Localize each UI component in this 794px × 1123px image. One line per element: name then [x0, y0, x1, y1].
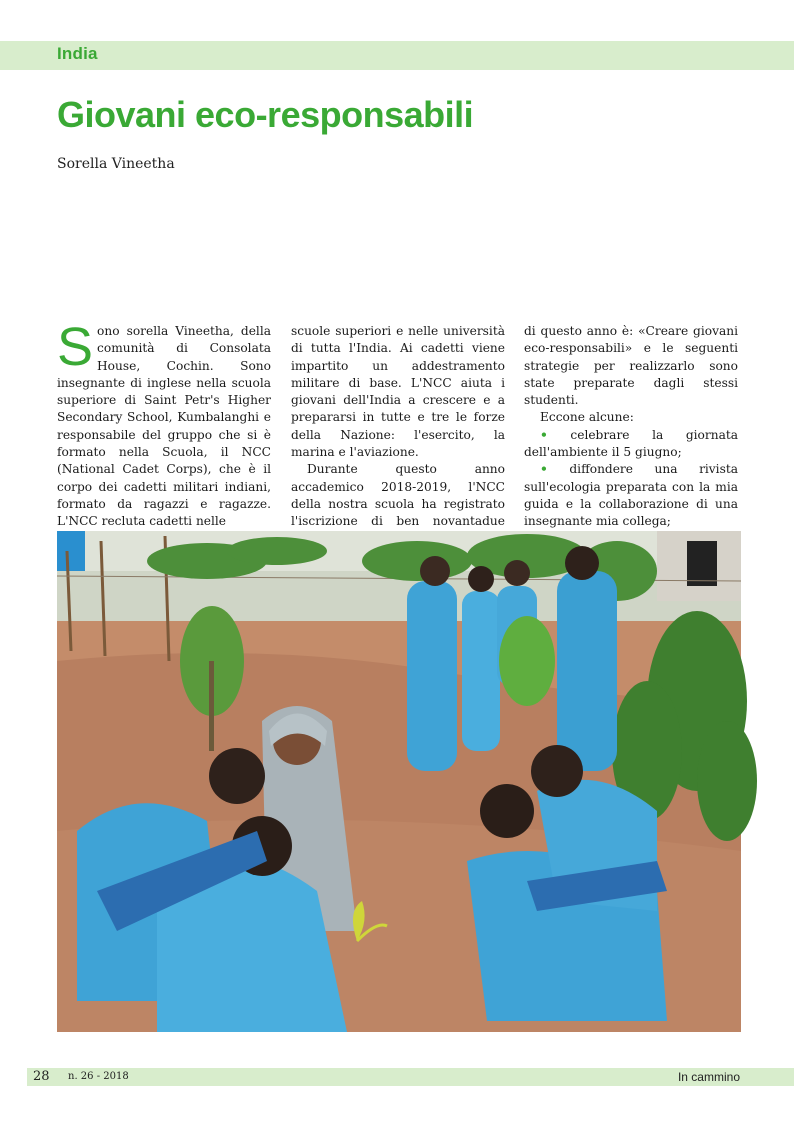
article-column-1 — [57, 317, 271, 529]
paragraph — [57, 317, 271, 531]
paragraph: Eccone alcune: — [540, 410, 634, 425]
bullet-text: celebrare la giornata dell'ambiente il 5 giugno; — [524, 427, 738, 460]
section-label: India — [57, 44, 98, 63]
bullet-icon: • — [540, 427, 548, 442]
page-number-box — [0, 1068, 27, 1086]
paragraph: di questo anno è: «Creare giovani eco-responsabili» e le seguenti strategie per realizzarlo sono state preparate dagli stessi studenti. — [524, 324, 738, 408]
building-door — [57, 531, 85, 571]
page-number: 28 — [33, 1069, 50, 1084]
bullet-item — [524, 427, 738, 462]
bullet-item — [524, 461, 738, 530]
bullet-text: diffondere una rivista sull'ecologia preparata con la mia guida e la collaborazione di una insegnante mia collega; — [524, 462, 738, 529]
article-author: Sorella Vineetha — [57, 156, 175, 172]
paragraph: Durante questo anno accademico 2018-2019, l'NCC della nostra scuola ha registrato l'iscrizione di ben novantadue — [291, 462, 505, 529]
paragraph: scuole superiori e nelle università di tutta l'India. Ai cadetti viene impartito un addestramento militare di base. L'NCC aiuta i giovani dell'India a crescere e a prepararsi in tutte e tre le forze della Nazione: l'esercito, la marina e l'aviazione. — [291, 324, 505, 460]
article-column-3 — [524, 323, 738, 529]
bullet-icon: • — [540, 462, 548, 477]
article-photo — [57, 531, 741, 1032]
issue-label: n. 26 - 2018 — [68, 1071, 129, 1082]
magazine-name: In cammino — [677, 1070, 740, 1084]
photo-illustration — [57, 531, 741, 1032]
column-1-text: ono sorella Vineetha, della comunità di Consolata House, Cochin. Sono insegnante di inglese nella scuola superiore di Saint Petr's Higher Secondary School, Kumbalanghi e responsabile del gruppo che si è formato nella Scuola, il NCC (National Cadet Corps), che è il corpo dei cadetti militari indiani, formato da ragazzi e ragazze. L'NCC recluta cadetti nelle — [57, 324, 271, 529]
section-band — [0, 41, 794, 70]
article-title: Giovani eco-responsabili — [57, 94, 474, 135]
article-column-2 — [291, 323, 505, 529]
drop-cap: S — [57, 317, 94, 377]
